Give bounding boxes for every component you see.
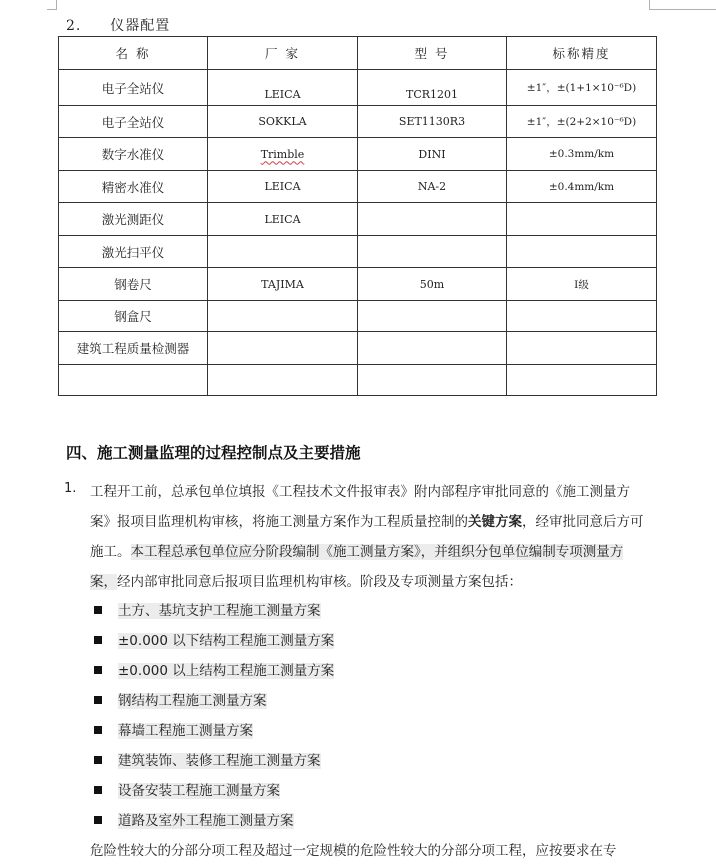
cell-maker: TAJIMA (208, 268, 358, 301)
list-item-text: 道路及室外工程施工测量方案 (118, 813, 294, 829)
spellcheck-text: Trimble (260, 147, 305, 161)
instrument-table (58, 36, 657, 396)
square-bullet-icon (94, 606, 102, 614)
cell-name (59, 365, 208, 396)
paragraph-text: 工程开工前，总承包单位填报《工程技术文件报审表》附内部程序审批同意的《施工测量方案》报项目监理机构审核，将施工测量方案作为工程质量控制的 (90, 484, 630, 530)
square-bullet-icon (94, 786, 102, 794)
square-bullet-icon (94, 726, 102, 734)
table-header-row (59, 37, 657, 70)
list-item (94, 596, 321, 626)
list-item (94, 656, 334, 686)
cell-accuracy: ±1″，±(2+2×10⁻⁶D) (507, 106, 657, 138)
list-item (94, 626, 334, 656)
cell-maker: LEICA (208, 70, 358, 106)
table-row (59, 106, 657, 138)
cell-model: 50m (358, 268, 507, 301)
list-item (94, 686, 267, 716)
header-maker: 厂 家 (208, 37, 358, 70)
section-heading-instruments (66, 15, 170, 35)
cell-name: 建筑工程质量检测器 (59, 332, 208, 365)
table-row (59, 301, 657, 332)
paragraph-key-phrase: 关键方案 (468, 514, 522, 530)
list-number: 1. (64, 481, 77, 496)
cell-model (358, 236, 507, 268)
cell-name: 钢盒尺 (59, 301, 208, 332)
cell-accuracy (507, 332, 657, 365)
paragraph-highlight: 本工程总承包单位应分阶段编制《施工测量方案》，并组织分包单位编制专项测量方案， (90, 544, 624, 590)
cell-accuracy: ±1″，±(1+1×10⁻⁶D) (507, 70, 657, 106)
header-model: 型 号 (358, 37, 507, 70)
square-bullet-icon (94, 816, 102, 824)
list-item-text: 土方、基坑支护工程施工测量方案 (118, 603, 321, 619)
cell-accuracy (507, 301, 657, 332)
list-item-text: 钢结构工程施工测量方案 (118, 693, 267, 709)
section-title-measures: 四、施工测量监理的过程控制点及主要措施 (66, 444, 361, 462)
cell-model: TCR1201 (358, 70, 507, 106)
page-corner-mark-right (649, 0, 716, 10)
list-item-text: ±0.000 以下结构工程施工测量方案 (118, 633, 335, 649)
list-item (94, 776, 280, 806)
cell-accuracy (507, 236, 657, 268)
table-row (59, 365, 657, 396)
square-bullet-icon (94, 636, 102, 644)
cell-maker: LEICA (208, 171, 358, 203)
list-item-text: 设备安装工程施工测量方案 (118, 783, 280, 799)
cell-accuracy: Ⅰ级 (507, 268, 657, 301)
list-item-text: 建筑装饰、装修工程施工测量方案 (118, 753, 321, 769)
cell-maker: SOKKLA (208, 106, 358, 138)
cell-maker (208, 236, 358, 268)
cell-name: 电子全站仪 (59, 70, 208, 106)
section-number: 2. (66, 18, 82, 34)
cell-maker (208, 365, 358, 396)
cell-model: SET1130R3 (358, 106, 507, 138)
table-row (59, 203, 657, 236)
paragraph-text: 经内部审批同意后报项目监理机构审核。阶段及专项测量方案包括： (117, 574, 522, 590)
paragraph-continuation: 危险性较大的分部分项工程及超过一定规模的危险性较大的分部分项工程，应按要求在专 (90, 843, 617, 859)
cell-model: DINI (358, 138, 507, 171)
cell-maker: LEICA (208, 203, 358, 236)
header-accuracy: 标称精度 (507, 37, 657, 70)
cell-name: 激光扫平仪 (59, 236, 208, 268)
cell-model: NA-2 (358, 171, 507, 203)
list-item (94, 716, 253, 746)
cell-accuracy: ±0.4mm/km (507, 171, 657, 203)
page-corner-mark-left (47, 0, 57, 10)
cell-accuracy: ±0.3mm/km (507, 138, 657, 171)
header-name: 名 称 (59, 37, 208, 70)
cell-model (358, 365, 507, 396)
table-row (59, 332, 657, 365)
table-row (59, 236, 657, 268)
list-item (94, 806, 294, 836)
cell-accuracy (507, 365, 657, 396)
table-row (59, 268, 657, 301)
cell-maker (208, 301, 358, 332)
cell-name: 电子全站仪 (59, 106, 208, 138)
cell-name: 钢卷尺 (59, 268, 208, 301)
table-row (59, 138, 657, 171)
table-row (59, 171, 657, 203)
cell-name: 精密水准仪 (59, 171, 208, 203)
list-item (94, 746, 321, 776)
cell-model (358, 203, 507, 236)
square-bullet-icon (94, 696, 102, 704)
cell-maker (208, 332, 358, 365)
paragraph-text: ，经审批同意后方可施工。 (90, 514, 644, 560)
cell-model (358, 332, 507, 365)
cell-name: 激光测距仪 (59, 203, 208, 236)
cell-accuracy (507, 203, 657, 236)
cell-maker (208, 138, 358, 171)
cell-model (358, 301, 507, 332)
list-item-text: 幕墙工程施工测量方案 (118, 723, 253, 739)
cell-name: 数字水准仪 (59, 138, 208, 171)
paragraph-measures (90, 477, 650, 597)
section-title: 仪器配置 (110, 18, 171, 34)
square-bullet-icon (94, 666, 102, 674)
list-item-text: ±0.000 以上结构工程施工测量方案 (118, 663, 335, 679)
table-row (59, 70, 657, 106)
square-bullet-icon (94, 756, 102, 764)
